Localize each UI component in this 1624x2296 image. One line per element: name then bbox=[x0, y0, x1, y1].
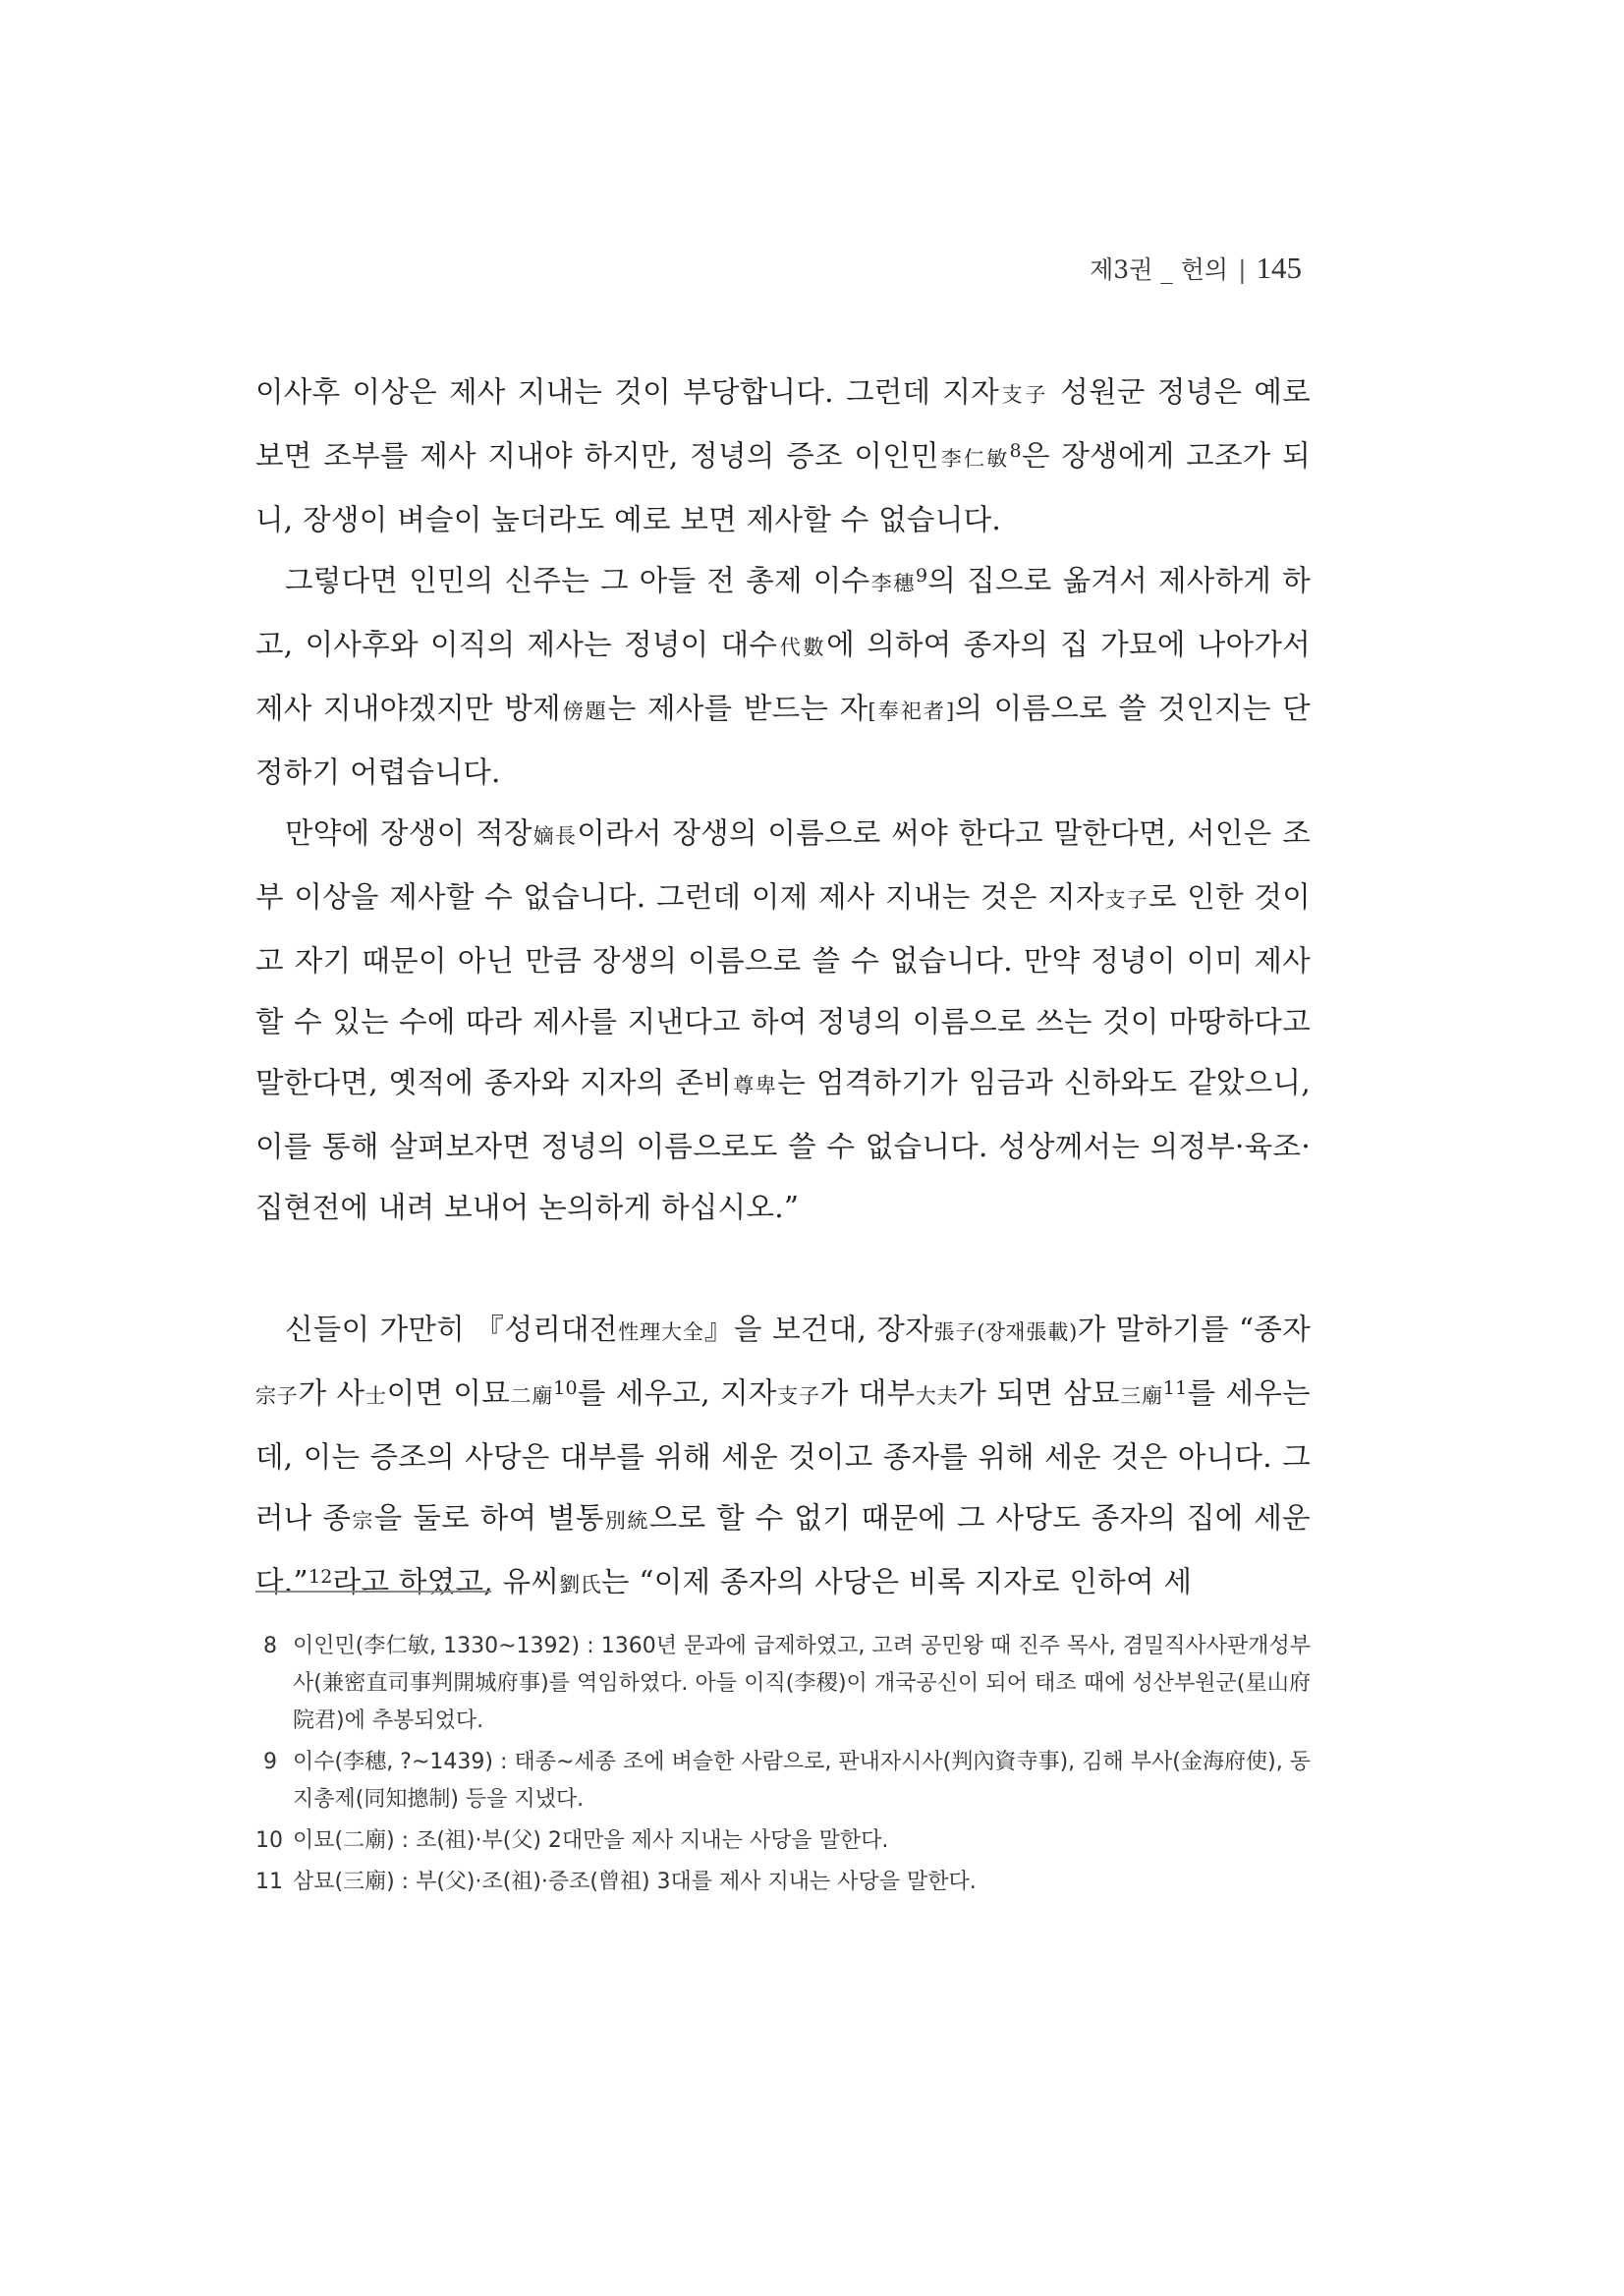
footnote bbox=[255, 1822, 1311, 1860]
text-run: 만약에 장생이 적장 bbox=[285, 816, 532, 850]
text-run: 이라서 장생의 이름으로 써야 한다고 말한다면, 서인은 조부 이상을 제사할 수 없습니다. 그런데 이제 제사 지내는 것은 지자 bbox=[255, 816, 1311, 914]
hanja-gloss: 二廟 bbox=[510, 1384, 554, 1408]
body-paragraph bbox=[255, 803, 1311, 1238]
hanja-gloss: 張子(장재張載) bbox=[932, 1320, 1078, 1344]
text-run: 는 엄격하기가 임금과 신하와도 같았으니, 이를 통해 살펴보자면 정녕의 이름으로도 쓸 수 없습니다. 성상께서는 의정부·육조·집현전에 내려 보내어 논의하게 하십시오.” bbox=[255, 1066, 1311, 1224]
footnote-number: 10 bbox=[255, 1828, 283, 1853]
text-run: 가 사 bbox=[298, 1376, 365, 1410]
header-separator: | bbox=[1238, 255, 1247, 284]
hanja-gloss: 大夫 bbox=[915, 1384, 959, 1408]
footnote-ref: 9 bbox=[916, 565, 928, 587]
body-text bbox=[255, 362, 1311, 1615]
text-run: 가 대부 bbox=[819, 1376, 916, 1410]
text-run: 라고 하였고, 유씨 bbox=[332, 1565, 560, 1598]
body-paragraph bbox=[255, 362, 1311, 550]
footnote bbox=[255, 1628, 1311, 1740]
footnote-divider bbox=[255, 1591, 491, 1593]
text-run: 가 되면 삼묘 bbox=[958, 1376, 1120, 1410]
text-run: 으로 할 수 없기 때문에 그 사당도 종자의 집에 세운다.” bbox=[255, 1501, 1311, 1598]
text-run: 로 인한 것이고 자기 때문이 아닌 만큼 장생의 이름으로 쓸 수 없습니다. 만약 정녕이 이미 제사할 수 있는 수에 따라 제사를 지낸다고 하여 정녕의 이름으로 쓰는 것이 마땅하다고 말한다면, 옛적에 종자와 지자의 존비 bbox=[255, 880, 1312, 1099]
text-run: 이사후 이상은 제사 지내는 것이 부당합니다. 그런데 지자 bbox=[255, 375, 1000, 409]
footnote bbox=[255, 1864, 1311, 1901]
hanja-gloss: 宗 bbox=[351, 1509, 374, 1533]
text-run: 신들이 가만히 『성리대전 bbox=[285, 1313, 618, 1346]
hanja-gloss: 宗子 bbox=[255, 1384, 299, 1408]
hanja-gloss: [奉祀者] bbox=[868, 700, 955, 723]
hanja-gloss: 支子 bbox=[776, 1384, 820, 1408]
footnote-ref: 10 bbox=[553, 1377, 578, 1399]
page-number: 145 bbox=[1256, 251, 1302, 285]
text-run: 에 의하여 종자의 집 가묘에 나아가서 제사 지내야겠지만 방제 bbox=[255, 628, 1311, 725]
text-run: 성원군 정녕은 예로 보면 조부를 제사 지내야 하지만, 정녕의 증조 이인민 bbox=[255, 375, 1311, 473]
text-run: 의 집으로 옮겨서 제사하게 하고, 이사후와 이직의 제사는 정녕이 대수 bbox=[255, 564, 1311, 661]
running-header bbox=[1090, 251, 1302, 286]
footnote-ref: 11 bbox=[1162, 1377, 1188, 1399]
text-run: 그렇다면 인민의 신주는 그 아들 전 총제 이수 bbox=[285, 564, 870, 597]
hanja-gloss: 支子 bbox=[999, 383, 1049, 407]
footnote-text: 삼묘(三廟) : 부(父)·조(祖)·증조(曾祖) 3대를 제사 지내는 사당을 말한다. bbox=[293, 1870, 977, 1894]
hanja-gloss: 性理大全 bbox=[617, 1320, 704, 1344]
footnote-ref: 12 bbox=[308, 1566, 333, 1588]
text-run: 은 장생에게 고조가 되니, 장생이 벼슬이 높더라도 예로 보면 제사할 수 없습니다. bbox=[255, 439, 1311, 536]
footnote bbox=[255, 1744, 1311, 1819]
hanja-gloss: 代數 bbox=[777, 636, 827, 659]
hanja-gloss: 李仁敏 bbox=[938, 447, 1010, 471]
footnote-text: 이묘(二廟) : 조(祖)·부(父) 2대만을 제사 지내는 사당을 말한다. bbox=[293, 1828, 889, 1853]
hanja-gloss: 劉氏 bbox=[559, 1573, 601, 1596]
text-run: 가 말하기를 “종자 bbox=[1077, 1313, 1311, 1346]
hanja-gloss: 三廟 bbox=[1119, 1384, 1163, 1408]
text-run: 는 “이제 종자의 사당은 비록 지자로 인하여 세 bbox=[600, 1565, 1193, 1598]
hanja-gloss: 李穗 bbox=[869, 572, 916, 595]
hanja-gloss: 別統 bbox=[603, 1509, 649, 1533]
hanja-gloss: 士 bbox=[364, 1384, 387, 1408]
text-run: 을 둘로 하여 별통 bbox=[373, 1501, 604, 1535]
body-paragraph bbox=[255, 550, 1311, 803]
text-run: 』을 보건대, 장자 bbox=[703, 1313, 933, 1346]
text-run: 는 제사를 받드는 자 bbox=[607, 692, 868, 725]
hanja-gloss: 尊卑 bbox=[732, 1074, 778, 1097]
footnote-ref: 8 bbox=[1009, 440, 1022, 462]
hanja-gloss: 傍題 bbox=[560, 700, 608, 723]
hanja-gloss: 嫡長 bbox=[532, 824, 578, 848]
header-section-title: 제3권 _ 헌의 bbox=[1090, 255, 1229, 284]
footnotes bbox=[255, 1628, 1311, 1905]
text-run: 이면 이묘 bbox=[386, 1376, 511, 1410]
text-run: 의 이름으로 쓸 것인지는 단정하기 어렵습니다. bbox=[255, 692, 1311, 789]
footnote-text: 이인민(李仁敏, 1330~1392) : 1360년 문과에 급제하였고, 고려 공민왕 때 진주 목사, 겸밀직사사판개성부사(兼密直司事判開城府事)를 역임하였다. 아들 이직(李稷)이 개국공신이 되어 태조 때에 성산부원군(星山府院君)에 추봉되었다. bbox=[293, 1634, 1311, 1733]
hanja-gloss: 支子 bbox=[1103, 888, 1148, 912]
text-run: 를 세우고, 지자 bbox=[577, 1376, 777, 1410]
footnote-number: 11 bbox=[255, 1870, 283, 1894]
body-paragraph bbox=[255, 1299, 1311, 1615]
footnote-number: 9 bbox=[263, 1750, 277, 1774]
footnote-number: 8 bbox=[263, 1634, 277, 1658]
text-run: 를 세우는데, 이는 증조의 사당은 대부를 위해 세운 것이고 종자를 위해 세운 것은 아니다. 그러나 종 bbox=[255, 1376, 1311, 1535]
footnote-text: 이수(李穗, ?~1439) : 태종~세종 조에 벼슬한 사람으로, 판내자시사(判內資寺事), 김해 부사(金海府使), 동지총제(同知摠制) 등을 지냈다. bbox=[293, 1750, 1311, 1812]
